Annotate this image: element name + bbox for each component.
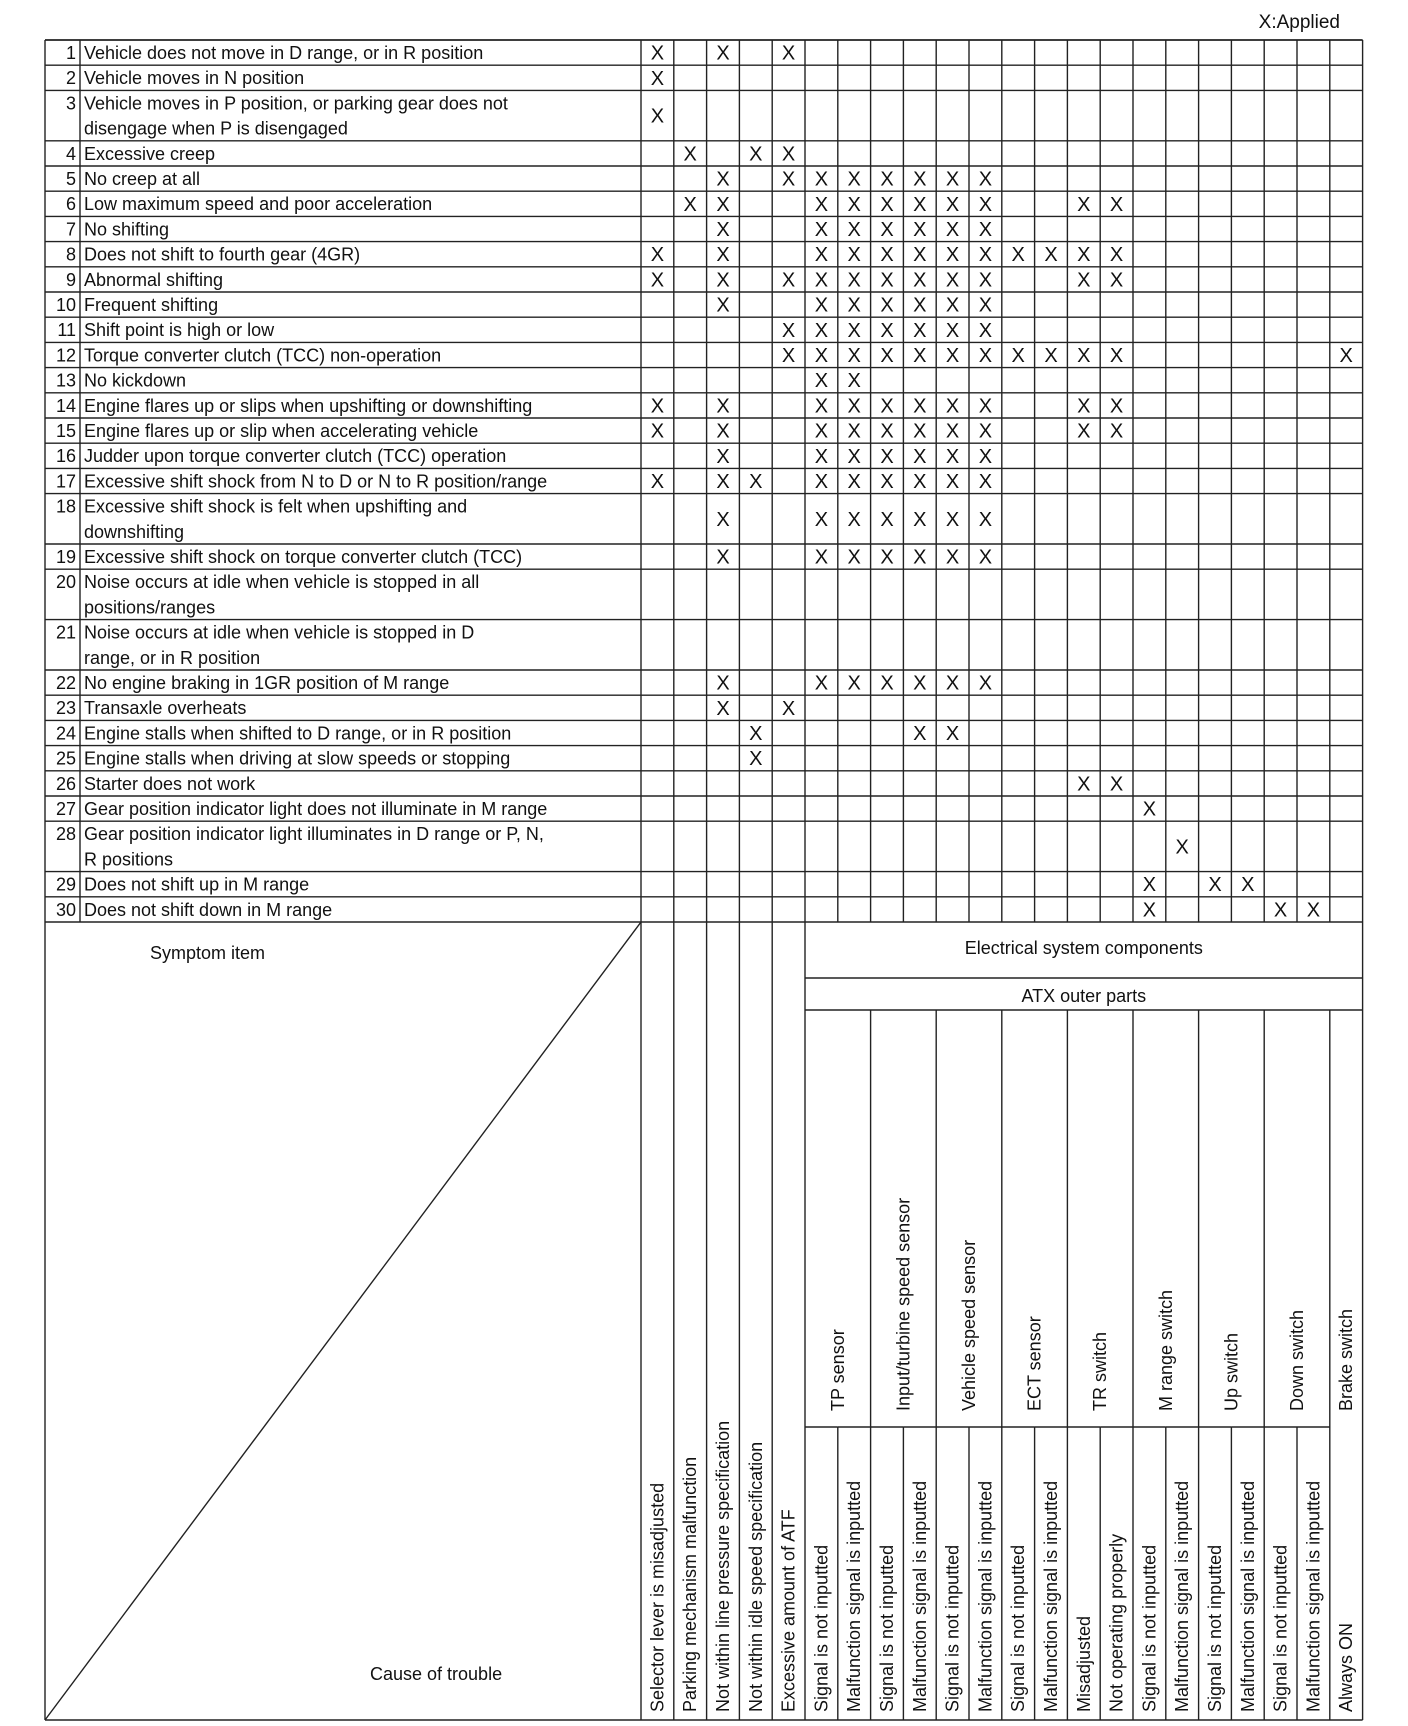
applied-mark: X (847, 193, 861, 216)
component-label: TR switch (1090, 1331, 1111, 1411)
component-label: ECT sensor (1024, 1316, 1045, 1411)
applied-mark: X (847, 219, 861, 241)
applied-mark: X (781, 269, 796, 292)
symptom-text: Low maximum speed and poor acceleration (84, 194, 433, 215)
applied-mark: X (847, 471, 861, 493)
symptom-number: 17 (55, 471, 76, 492)
applied-mark: X (847, 269, 861, 292)
applied-mark: X (814, 395, 829, 418)
symptom-text: No shifting (84, 219, 170, 240)
applied-mark: X (716, 219, 730, 241)
applied-mark: X (978, 219, 993, 241)
applied-mark: X (1109, 773, 1124, 796)
symptom-number: 2 (65, 68, 76, 89)
cause-label: Always ON (1336, 1622, 1357, 1712)
cause-label: Signal is not inputted (1139, 1544, 1160, 1712)
applied-mark: X (716, 697, 730, 720)
symptom-number: 23 (55, 698, 76, 719)
cause-label: Signal is not inputted (942, 1544, 963, 1712)
applied-mark: X (945, 168, 960, 191)
atx-group-label: ATX outer parts (1021, 986, 1147, 1006)
cause-label: Selector lever is misadjusted (647, 1482, 668, 1712)
applied-mark: X (814, 508, 829, 531)
applied-mark: X (880, 508, 894, 531)
applied-mark: X (880, 193, 894, 216)
applied-mark: X (913, 193, 927, 216)
applied-mark: X (1273, 899, 1288, 922)
cause-label: Misadjusted (1073, 1615, 1094, 1712)
applied-mark: X (1077, 244, 1091, 267)
applied-mark: X (650, 244, 665, 267)
applied-mark: X (1109, 244, 1124, 267)
applied-mark: X (716, 269, 730, 292)
symptom-text: Starter does not work (84, 773, 256, 794)
symptom-text: No creep at all (84, 169, 201, 189)
symptom-text: Engine stalls when shifted to D range, or in R position (84, 723, 512, 744)
symptom-number: 18 (55, 496, 76, 517)
applied-mark: X (880, 319, 894, 342)
symptom-text: Excessive shift shock is felt when upshifting and (84, 496, 468, 517)
applied-mark: X (683, 193, 697, 216)
symptom-number: 28 (55, 824, 76, 845)
applied-mark: X (781, 42, 796, 65)
applied-mark: X (847, 319, 861, 342)
applied-mark: X (978, 269, 993, 292)
applied-mark: X (847, 445, 861, 468)
applied-mark: X (913, 723, 927, 745)
applied-mark: X (716, 168, 730, 191)
applied-mark: X (814, 294, 829, 317)
applied-mark: X (847, 345, 861, 367)
electrical-group-label: Electrical system components (964, 938, 1203, 958)
applied-mark: X (880, 395, 894, 418)
applied-mark: X (847, 508, 861, 531)
applied-mark: X (781, 143, 796, 166)
symptom-text: Noise occurs at idle when vehicle is stopped in D (84, 622, 475, 643)
symptom-number: 1 (65, 43, 76, 63)
cause-label: Signal is not inputted (1270, 1544, 1291, 1712)
applied-mark: X (716, 193, 730, 216)
cause-label: Malfunction signal is inputted (975, 1480, 996, 1712)
applied-mark: X (913, 168, 927, 191)
cause-label: Malfunction signal is inputted (1237, 1480, 1258, 1712)
applied-mark: X (945, 395, 960, 418)
applied-mark: X (781, 168, 796, 191)
symptom-text: downshifting (84, 521, 185, 542)
applied-mark: X (913, 294, 927, 317)
applied-mark: X (814, 445, 829, 468)
applied-mark: X (650, 395, 665, 418)
symptom-number: 3 (65, 93, 76, 114)
applied-mark: X (880, 219, 894, 241)
symptom-text: Engine flares up or slip when accelerating vehicle (84, 421, 479, 441)
applied-mark: X (847, 370, 861, 393)
symptom-text: No kickdown (84, 370, 187, 391)
applied-mark: X (880, 345, 894, 367)
applied-mark: X (716, 508, 730, 531)
symptom-text: Gear position indicator light illuminates in D range or P, N, (84, 824, 544, 845)
component-label: M range switch (1155, 1289, 1176, 1411)
applied-mark: X (650, 420, 665, 443)
symptom-text: Excessive creep (84, 143, 216, 164)
applied-mark: X (978, 345, 993, 367)
symptom-text: Abnormal shifting (84, 269, 224, 290)
applied-mark: X (978, 420, 993, 443)
applied-mark: X (650, 42, 665, 65)
applied-mark: X (1339, 345, 1353, 367)
applied-mark: X (945, 723, 960, 745)
symptom-number: 8 (65, 244, 76, 265)
symptom-text: positions/ranges (84, 597, 216, 618)
applied-mark: X (814, 672, 829, 695)
symptom-text: Excessive shift shock on torque converter clutch (TCC) (84, 547, 523, 567)
applied-mark: X (1109, 269, 1124, 292)
symptom-text: Vehicle moves in P position, or parking gear does not (84, 93, 508, 114)
symptom-number: 29 (55, 874, 76, 895)
applied-mark: X (847, 168, 861, 191)
applied-mark: X (978, 672, 993, 695)
symptom-text: Does not shift to fourth gear (4GR) (84, 244, 361, 265)
applied-mark: X (781, 319, 796, 342)
applied-mark: X (814, 269, 829, 292)
symptom-number: 27 (55, 799, 76, 819)
symptom-number: 22 (55, 673, 76, 693)
applied-mark: X (1077, 345, 1091, 367)
applied-mark: X (978, 395, 993, 418)
applied-mark: X (913, 471, 927, 493)
corner-diagonal (45, 922, 641, 1720)
applied-mark: X (781, 345, 796, 367)
cause-label: Signal is not inputted (1205, 1544, 1225, 1712)
applied-mark: X (945, 445, 960, 468)
applied-mark: X (749, 471, 763, 493)
applied-mark: X (978, 168, 993, 191)
applied-mark: X (1077, 420, 1091, 443)
applied-mark: X (749, 723, 763, 745)
symptom-number: 16 (55, 446, 76, 467)
applied-mark: X (913, 672, 927, 695)
component-label: Vehicle speed sensor (959, 1239, 979, 1411)
symptom-text: Shift point is high or low (84, 320, 275, 341)
symptom-text: Engine stalls when driving at slow speeds or stopping (84, 748, 511, 769)
cause-label: Malfunction signal is inputted (1303, 1480, 1324, 1712)
symptom-number: 26 (55, 773, 76, 794)
applied-mark: X (978, 193, 993, 216)
cause-label: Not within idle speed specification (745, 1441, 766, 1712)
applied-mark: X (716, 471, 730, 493)
applied-mark: X (847, 294, 861, 317)
applied-mark: X (913, 420, 927, 443)
applied-mark: X (945, 294, 960, 317)
component-label: Brake switch (1336, 1308, 1357, 1411)
legend: X:Applied (1258, 12, 1340, 33)
applied-mark: X (716, 445, 730, 468)
applied-mark: X (716, 395, 730, 418)
applied-mark: X (1044, 244, 1058, 267)
applied-mark: X (880, 471, 894, 493)
symptom-text: Vehicle moves in N position (84, 68, 305, 89)
symptom-text: Gear position indicator light does not illuminate in M range (84, 799, 548, 819)
applied-mark: X (847, 420, 861, 443)
component-label: Up switch (1221, 1332, 1242, 1411)
applied-mark: X (945, 345, 960, 367)
applied-mark: X (978, 244, 993, 267)
applied-mark: X (1077, 773, 1091, 796)
symptom-text: Noise occurs at idle when vehicle is stopped in all (84, 572, 480, 593)
cause-label: Malfunction signal is inputted (1172, 1480, 1193, 1712)
cause-label: Signal is not inputted (877, 1544, 897, 1712)
applied-mark: X (847, 244, 861, 267)
applied-mark: X (1011, 244, 1025, 267)
cause-label: Not operating properly (1106, 1533, 1127, 1712)
symptom-number: 20 (55, 572, 76, 593)
cause-label: Malfunction signal is inputted (844, 1480, 865, 1712)
applied-mark: X (913, 508, 927, 531)
symptom-number: 15 (55, 421, 76, 441)
applied-mark: X (1109, 420, 1124, 443)
applied-mark: X (1044, 345, 1058, 367)
applied-mark: X (716, 244, 730, 267)
symptom-text: No engine braking in 1GR position of M range (84, 673, 450, 693)
applied-mark: X (814, 219, 829, 241)
applied-mark: X (1208, 874, 1222, 897)
applied-mark: X (880, 546, 894, 569)
applied-mark: X (913, 395, 927, 418)
applied-mark: X (978, 471, 993, 493)
applied-mark: X (814, 345, 829, 367)
symptom-number: 6 (65, 194, 76, 215)
applied-mark: X (880, 168, 894, 191)
symptom-text: Engine flares up or slips when upshifting or downshifting (84, 395, 533, 416)
cause-label: Signal is not inputted (811, 1544, 832, 1712)
applied-mark: X (650, 269, 665, 292)
applied-mark: X (1077, 269, 1091, 292)
applied-mark: X (716, 42, 730, 65)
symptom-number: 9 (65, 269, 76, 290)
applied-mark: X (945, 244, 960, 267)
applied-mark: X (1011, 345, 1025, 367)
applied-mark: X (913, 345, 927, 367)
cause-label: Malfunction signal is inputted (1041, 1480, 1061, 1712)
component-label: Down switch (1287, 1309, 1307, 1411)
applied-mark: X (913, 244, 927, 267)
applied-mark: X (945, 269, 960, 292)
applied-mark: X (880, 294, 894, 317)
applied-mark: X (945, 319, 960, 342)
applied-mark: X (650, 105, 665, 128)
applied-mark: X (880, 244, 894, 267)
applied-mark: X (945, 420, 960, 443)
symptom-text: Judder upon torque converter clutch (TCC) operation (84, 446, 507, 467)
symptom-number: 21 (55, 622, 76, 643)
applied-mark: X (1142, 798, 1157, 821)
applied-mark: X (814, 420, 829, 443)
applied-mark: X (913, 546, 927, 569)
symptom-text: Torque converter clutch (TCC) non-operation (84, 345, 442, 366)
cause-label: Not within line pressure specification (713, 1420, 733, 1712)
symptom-text: Frequent shifting (84, 295, 219, 315)
symptom-text: Vehicle does not move in D range, or in R position (84, 43, 484, 63)
symptom-number: 19 (55, 547, 76, 567)
symptom-text: range, or in R position (84, 647, 261, 668)
symptom-number: 25 (55, 748, 76, 769)
applied-mark: X (978, 546, 993, 569)
symptom-text: R positions (84, 849, 174, 870)
symptom-number: 11 (57, 320, 76, 341)
applied-mark: X (814, 193, 829, 216)
symptom-text: Excessive shift shock from N to D or N to R position/range (84, 471, 548, 492)
applied-mark: X (945, 508, 960, 531)
symptom-number: 13 (55, 370, 76, 391)
applied-mark: X (945, 193, 960, 216)
symptom-text: Transaxle overheats (84, 698, 247, 719)
symptom-text: Does not shift down in M range (84, 899, 333, 920)
symptom-text: disengage when P is disengaged (84, 118, 348, 139)
applied-mark: X (880, 445, 894, 468)
applied-mark: X (1306, 899, 1321, 922)
cause-label: Parking mechanism malfunction (680, 1456, 701, 1712)
symptom-number: 12 (55, 345, 76, 366)
applied-mark: X (1142, 899, 1157, 922)
applied-mark: X (716, 672, 730, 695)
applied-mark: X (716, 294, 730, 317)
applied-mark: X (814, 546, 829, 569)
applied-mark: X (749, 748, 763, 771)
applied-mark: X (716, 420, 730, 443)
symptom-number: 5 (65, 169, 76, 189)
applied-mark: X (781, 697, 796, 720)
applied-mark: X (814, 244, 829, 267)
applied-mark: X (880, 672, 894, 695)
applied-mark: X (913, 269, 927, 292)
applied-mark: X (978, 508, 993, 531)
applied-mark: X (978, 445, 993, 468)
applied-mark: X (978, 294, 993, 317)
applied-mark: X (683, 143, 697, 166)
applied-mark: X (945, 672, 960, 695)
applied-mark: X (1241, 874, 1255, 897)
applied-mark: X (1142, 874, 1157, 897)
applied-mark: X (880, 269, 894, 292)
applied-mark: X (913, 445, 927, 468)
symptom-number: 14 (55, 395, 76, 416)
symptom-number: 30 (55, 899, 76, 920)
cause-label: Malfunction signal is inputted (909, 1480, 930, 1712)
applied-mark: X (650, 67, 665, 90)
cause-label: Excessive amount of ATF (778, 1509, 799, 1712)
applied-mark: X (1109, 395, 1124, 418)
applied-mark: X (1175, 836, 1189, 859)
cause-of-trouble-label: Cause of trouble (370, 1664, 503, 1684)
symptom-item-label: Symptom item (150, 943, 266, 963)
applied-mark: X (847, 672, 861, 695)
applied-mark: X (749, 143, 763, 166)
applied-mark: X (978, 319, 993, 342)
applied-mark: X (847, 546, 861, 569)
applied-mark: X (1077, 395, 1091, 418)
symptom-number: 24 (55, 723, 76, 744)
applied-mark: X (913, 319, 927, 342)
applied-mark: X (814, 471, 829, 493)
component-label: TP sensor (827, 1329, 848, 1411)
applied-mark: X (1109, 193, 1124, 216)
symptom-number: 10 (55, 295, 76, 315)
applied-mark: X (650, 471, 665, 493)
applied-mark: X (945, 546, 960, 569)
applied-mark: X (1109, 345, 1124, 367)
symptom-number: 4 (65, 143, 76, 164)
applied-mark: X (814, 319, 829, 342)
symptom-number: 7 (65, 219, 76, 240)
applied-mark: X (814, 370, 829, 393)
applied-mark: X (913, 219, 927, 241)
applied-mark: X (814, 168, 829, 191)
component-label: Input/turbine speed sensor (893, 1197, 914, 1411)
applied-mark: X (847, 395, 861, 418)
applied-mark: X (945, 219, 960, 241)
applied-mark: X (1077, 193, 1091, 216)
applied-mark: X (880, 420, 894, 443)
cause-label: Signal is not inputted (1008, 1544, 1029, 1712)
symptom-text: Does not shift up in M range (84, 874, 310, 895)
applied-mark: X (945, 471, 960, 493)
applied-mark: X (716, 546, 730, 569)
